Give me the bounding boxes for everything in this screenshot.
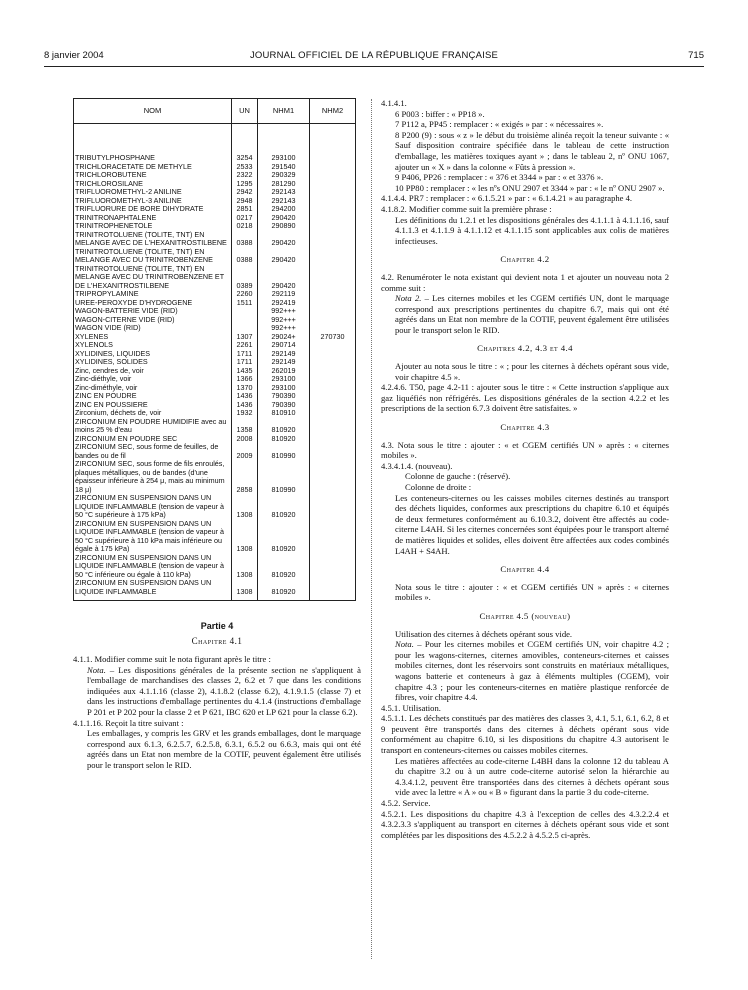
- cell-nom: WAGON VIDE (RID): [74, 324, 232, 333]
- cell-nom: TRIPROPYLAMINE: [74, 290, 232, 299]
- para-4-2: 4.2. Renuméroter le nota existant qui devient nota 1 et ajouter un nouveau nota 2 comme suit :: [381, 271, 669, 293]
- cell-un: 1295: [232, 180, 258, 189]
- page-header: [44, 50, 704, 64]
- cell-nhm1: 292143: [258, 197, 310, 206]
- cell-un: 1436: [232, 401, 258, 410]
- table-row: [74, 520, 356, 554]
- cell-nom: TRINITRONAPHTALENE: [74, 214, 232, 223]
- chapter-4-3-title: Chapitre 4.3: [500, 422, 550, 433]
- left-column-note: Colonne de gauche : (réservé).: [405, 471, 511, 482]
- cell-un: 2322: [232, 171, 258, 180]
- para-nota-addition: Ajouter au nota sous le titre : « ; pour les citernes à déchets opérant sous vide, voir chapitre 4.5 ».: [395, 361, 669, 382]
- para-4-5-nota: [381, 639, 669, 703]
- cell-un: [232, 307, 258, 316]
- cell-un: 1435: [232, 367, 258, 376]
- cell-un: 2260: [232, 290, 258, 299]
- para-4-2-4-6: 4.2.4.6. T50, page 4.2-11 : ajouter sous le titre : « Cette instruction s'applique aux gaz liquéfiés non réfrigérés. Les dispositions générales de la section 4.2.2 et les prescriptions de la section 6.7.3 doivent être satisfaites. »: [381, 382, 669, 414]
- chapter-4-1-title: Chapitre 4.1: [191, 636, 243, 646]
- cell-nom: XYLENOLS: [74, 341, 232, 350]
- cell-nom: Zinc, cendres de, voir: [74, 367, 232, 376]
- para-4-3-4-1-4: 4.3.4.1.4. (nouveau).: [381, 460, 453, 471]
- column-separator: [371, 99, 372, 959]
- cell-un: 0388: [232, 248, 258, 265]
- cell-nhm2: [310, 290, 356, 299]
- cell-un: 2948: [232, 197, 258, 206]
- cell-nom: XYLIDINES, SOLIDES: [74, 358, 232, 367]
- cell-nom: TRICHLORACETATE DE METHYLE: [74, 163, 232, 172]
- nota-text: – Les dispositions générales de la présente section ne s'appliquent à l'emballage de marchandises des classes 2, 6.2 et 7 que dans les conditions indiquées aux 4.1.1.16 (classe 2), 4.1.8.2 (classe 6.2), 4.1.9.1.5 (classe 7) et dans les instructions d'emballage pertinentes du 4.1.4 (instructions d'emballage P 201 et P 202 pour la classe 2 et P 621, IBC 620 et LP 621 pour la classe 6.2).: [87, 664, 361, 717]
- cell-un: 1511: [232, 299, 258, 308]
- cell-nhm1: 262019: [258, 367, 310, 376]
- cell-nhm2: [310, 341, 356, 350]
- col-header-un: UN: [232, 99, 258, 124]
- cell-un: 0217: [232, 214, 258, 223]
- cell-un: 0389: [232, 265, 258, 291]
- table-row: [74, 265, 356, 291]
- part-title: Partie 4: [200, 621, 234, 631]
- item-7: 7 P112 a, PP45 : remplacer : « exigés » par : « nécessaires ».: [395, 119, 604, 130]
- cell-nhm1: 292149: [258, 350, 310, 359]
- cell-nom: UREE-PEROXYDE D'HYDROGENE: [74, 299, 232, 308]
- cell-nhm1: 281290: [258, 180, 310, 189]
- cell-nhm2: [310, 188, 356, 197]
- cell-nhm2: [310, 435, 356, 444]
- cell-un: [232, 316, 258, 325]
- para-4-1-1-16: 4.1.1.16. Reçoit la titre suivant :: [73, 717, 184, 728]
- cell-nhm2: [310, 231, 356, 248]
- cell-un: 1711: [232, 358, 258, 367]
- para-4-1-8-2-text: Les définitions du 1.2.1 et les dispositions générales des 4.1.1.1 à 4.1.1.16, sauf 4.1.1.3 et 4.1.1.9 à 4.1.1.12 et 4.1.1.15 sont applicables aux colis de matières infectieuses.: [395, 214, 669, 246]
- cell-nhm2: [310, 180, 356, 189]
- cell-nhm2: [310, 265, 356, 291]
- cell-un: 1358: [232, 418, 258, 435]
- table-row: [74, 418, 356, 435]
- cell-nhm1: 810920: [258, 554, 310, 580]
- cell-nhm2: [310, 248, 356, 265]
- chapter-4-5-title: Chapitre 4.5 (nouveau): [479, 610, 571, 621]
- cell-nom: TRINITROPHENETOLE: [74, 222, 232, 231]
- para-conteneurs-citernes: Les conteneurs-citernes ou les caisses mobiles citernes destinés au transport des déchets liquides, conformes aux prescriptions du chapitre 6.10 et équipés de deux fermetures conformément au 6.10.3.2, doivent être affectés au code-citerne L4AH. Si les citernes concernées sont équipées pour le transport alterné de matières liquides et solides, elles doivent être affectées aux codes combinés L4AH + S4AH.: [395, 492, 669, 556]
- table-row: [74, 494, 356, 520]
- item-10: 10 PP80 : remplacer : « les nºs ONU 2907 et 3344 » par : « le nº ONU 2907 ».: [395, 182, 665, 193]
- cell-nhm2: [310, 350, 356, 359]
- cell-nhm1: 992+++: [258, 316, 310, 325]
- left-column: [73, 98, 361, 771]
- cell-un: 1308: [232, 554, 258, 580]
- cell-nom: WAGON-CITERNE VIDE (RID): [74, 316, 232, 325]
- col-header-nhm1: NHM1: [258, 99, 310, 124]
- para-4-1-4-4: 4.1.4.4. PR7 : remplacer : « 6.1.5.21 » par : « 6.1.4.21 » au paragraphe 4.: [381, 193, 633, 204]
- cell-nom: TRIFLUOROMETHYL-3 ANILINE: [74, 197, 232, 206]
- cell-nom: Zinc-diéthyle, voir: [74, 375, 232, 384]
- cell-nom: TRIFLUOROMETHYL-2 ANILINE: [74, 188, 232, 197]
- cell-nhm1: 290890: [258, 222, 310, 231]
- cell-nom: ZIRCONIUM EN SUSPENSION DANS UN LIQUIDE INFLAMMABLE (tension de vapeur à 50 °C supérieure à 175 kPa): [74, 494, 232, 520]
- cell-nom: ZINC EN POUSSIERE: [74, 401, 232, 410]
- para-4-5-intro: Utilisation des citernes à déchets opérant sous vide.: [395, 628, 573, 639]
- cell-un: 2851: [232, 205, 258, 214]
- cell-nhm1: 290420: [258, 248, 310, 265]
- cell-nom: Zirconium, déchets de, voir: [74, 409, 232, 418]
- cell-nhm1: 291540: [258, 163, 310, 172]
- table-header-row: [74, 99, 356, 124]
- right-column-note: Colonne de droite :: [405, 482, 472, 492]
- cell-un: 3254: [232, 154, 258, 163]
- para-4-5-1-1: 4.5.1.1. Les déchets constitués par des matières des classes 3, 4.1, 5.1, 6.1, 6.2, 8 et 9 peuvent être transportés dans des citernes à déchets opérant sous vide conformément au chapitre 6.10, si les dispositions du chapitre 4.3 autorisent le transport en conteneurs-citernes ou caisses mobiles citernes.: [381, 713, 669, 756]
- item-9: 9 P406, PP26 : remplacer : « 376 et 3344 » par : « et 3376 ».: [395, 172, 604, 183]
- cell-nhm1: 810910: [258, 409, 310, 418]
- cell-nhm2: [310, 367, 356, 376]
- para-4-5-1: 4.5.1. Utilisation.: [381, 702, 441, 713]
- cell-nom: XYLENES: [74, 333, 232, 342]
- cell-nhm1: 290420: [258, 214, 310, 223]
- cell-un: 1308: [232, 494, 258, 520]
- cell-nhm1: 294200: [258, 205, 310, 214]
- cell-un: 2009: [232, 443, 258, 460]
- nota-4-5-label: Nota.: [395, 639, 414, 650]
- cell-nhm2: [310, 418, 356, 435]
- chapter-4-2-title: Chapitre 4.2: [500, 254, 550, 265]
- cell-nhm1: 810920: [258, 494, 310, 520]
- cell-nhm1: 290420: [258, 231, 310, 248]
- col-header-nhm2: NHM2: [310, 99, 356, 124]
- cell-nom: TRIBUTYLPHOSPHANE: [74, 154, 232, 163]
- cell-nom: ZIRCONIUM EN SUSPENSION DANS UN LIQUIDE INFLAMMABLE (tension de vapeur à 50 °C inférieure ou égale à 110 kPa): [74, 554, 232, 580]
- cell-nhm2: [310, 171, 356, 180]
- cell-un: 1308: [232, 520, 258, 554]
- cell-nhm2: [310, 494, 356, 520]
- cell-un: 2533: [232, 163, 258, 172]
- cell-nom: TRINITROTOLUENE (TOLITE, TNT) EN MELANGE AVEC DU TRINITROBENZENE: [74, 248, 232, 265]
- cell-un: 1436: [232, 392, 258, 401]
- cell-nom: ZIRCONIUM EN POUDRE HUMIDIFIE avec au moins 25 % d'eau: [74, 418, 232, 435]
- para-4-5-2: 4.5.2. Service.: [381, 798, 431, 809]
- cell-un: 0388: [232, 231, 258, 248]
- cell-nhm2: [310, 375, 356, 384]
- header-page-number: 715: [688, 50, 704, 61]
- para-4-5-1-1-b: Les matières affectées au code-citerne L4BH dans la colonne 12 du tableau A du chapitre 3.2 ou à un autre code-citerne autorisé selon la hiérarchie au 4.3.4.1.2, peuvent être transportées dans des citernes à déchets opérant sous vide avec la lettre « A » ou « B » figurant dans la partie 3 du code-citerne.: [395, 755, 669, 798]
- header-journal-title: JOURNAL OFFICIEL DE LA RÉPUBLIQUE FRANÇAISE: [249, 50, 499, 61]
- cell-un: 1307: [232, 333, 258, 342]
- item-6: 6 P003 : biffer : « PP18 ».: [395, 108, 485, 119]
- cell-nhm2: [310, 554, 356, 580]
- table-row: [74, 579, 356, 601]
- chapter-4-4-title: Chapitre 4.4: [500, 564, 550, 575]
- para-4-5-2-1: 4.5.2.1. Les dispositions du chapitre 4.3 à l'exception de celles des 4.3.2.2.4 et 4.3.2.3.3 s'appliquent au transport en citernes à déchets opérant sous vide et sont complétées par les dispositions des 4.5.2.2 à 4.5.2.5 ci-après.: [381, 808, 669, 840]
- cell-nom: TRIFLUORURE DE BORE DIHYDRATE: [74, 205, 232, 214]
- cell-nhm2: [310, 520, 356, 554]
- cell-nhm2: [310, 392, 356, 401]
- cell-nhm2: [310, 579, 356, 601]
- item-8: 8 P200 (9) : sous « z » le début du troisième alinéa reçoit la teneur suivante : « Sauf disposition contraire spécifiée dans le tableau de cette instruction d'emballage, les matières toxiques ayant » ; dans le tableau 2, nº ONU 1067, ajouter un « X » dans la colonne « Fûts à pression ».: [395, 129, 669, 172]
- cell-un: 1366: [232, 375, 258, 384]
- cell-un: 1370: [232, 384, 258, 393]
- cell-nhm1: 292119: [258, 290, 310, 299]
- cell-nom: TRICHLOROSILANE: [74, 180, 232, 189]
- cell-nhm2: [310, 205, 356, 214]
- cell-nhm1: 810920: [258, 579, 310, 601]
- cell-nom: WAGON-BATTERIE VIDE (RID): [74, 307, 232, 316]
- table-row: [74, 554, 356, 580]
- table-row: [74, 460, 356, 494]
- chapters-4-2-4-3-4-4-title: Chapitres 4.2, 4.3 et 4.4: [477, 343, 573, 354]
- cell-nhm2: [310, 299, 356, 308]
- col-header-nom: NOM: [74, 99, 232, 124]
- cell-nhm2: [310, 307, 356, 316]
- cell-nhm2: [310, 409, 356, 418]
- cell-nhm2: [310, 214, 356, 223]
- cell-nhm2: [310, 384, 356, 393]
- cell-nhm1: 290329: [258, 171, 310, 180]
- table-row: [74, 333, 356, 342]
- cell-nom: ZIRCONIUM SEC, sous forme de fils enroulés, plaques métalliques, ou de bandes (d'une épaisseur inférieure à 254 μ, mais au minimum 18 μ): [74, 460, 232, 494]
- cell-un: 1711: [232, 350, 258, 359]
- cell-un: 1932: [232, 409, 258, 418]
- table-body: [74, 124, 356, 601]
- cell-nhm2: 270730: [310, 333, 356, 342]
- table-row: [74, 231, 356, 248]
- nota-4-5-text: – Pour les citernes mobiles et CGEM certifiés UN, voir chapitre 4.2 ; pour les wagons-citernes, citernes amovibles, conteneurs-citernes et caisses mobiles citernes, dont les réservoirs sont construits en matériaux métalliques, wagons batterie et conteneurs à gaz à éléments multiples (CGEM), voir chapitre 4.3 ; pour les conteneurs-citernes en matière plastique renforcée de fibres, voir chapitre 4.4.: [395, 639, 669, 703]
- cell-un: 2858: [232, 460, 258, 494]
- para-4-4-nota: Nota sous le titre : ajouter : « et CGEM certifiés UN » après : « citernes mobiles ».: [395, 581, 669, 603]
- header-rule: [44, 66, 704, 67]
- para-4-3: 4.3. Nota sous le titre : ajouter : « et CGEM certifiés UN » après : « citernes mobiles ».: [381, 439, 669, 461]
- cell-nhm1: 992+++: [258, 307, 310, 316]
- nota-label: Nota.: [87, 664, 106, 675]
- cell-nhm2: [310, 316, 356, 325]
- cell-nhm1: 292419: [258, 299, 310, 308]
- cell-nhm1: 790390: [258, 392, 310, 401]
- cell-nhm1: 810990: [258, 460, 310, 494]
- cell-nom: ZIRCONIUM EN SUSPENSION DANS UN LIQUIDE INFLAMMABLE (tension de vapeur à 50 °C supérieure à 110 kPa mais inférieure ou égale à 175 kPa): [74, 520, 232, 554]
- cell-nhm1: 290420: [258, 265, 310, 291]
- cell-nhm2: [310, 163, 356, 172]
- cell-nhm2: [310, 460, 356, 494]
- cell-nhm2: [310, 401, 356, 410]
- table-row: [74, 248, 356, 265]
- cell-nhm1: 29024+: [258, 333, 310, 342]
- cell-nom: TRINITROTOLUENE (TOLITE, TNT) EN MELANGE AVEC DE L'HEXANITROSTILBENE: [74, 231, 232, 248]
- cell-nhm1: 810990: [258, 443, 310, 460]
- cell-un: 0218: [232, 222, 258, 231]
- cell-nom: ZIRCONIUM EN POUDRE SEC: [74, 435, 232, 444]
- para-4-1-1-16-text: Les emballages, y compris les GRV et les grands emballages, dont le marquage correspond aux 6.1.3, 6.2.5.7, 6.2.5.8, 6.3.1, 6.5.2 ou 6.6.3, mais qui ont été agréés dans un Etat non membre de la COTIF, peuvent également être utilisés pour le transport selon le RID.: [87, 728, 361, 770]
- cell-nhm2: [310, 154, 356, 163]
- cell-nhm2: [310, 222, 356, 231]
- cell-un: 1308: [232, 579, 258, 601]
- cell-nhm1: 292149: [258, 358, 310, 367]
- cell-nhm1: 810920: [258, 418, 310, 435]
- cell-nom: ZIRCONIUM EN SUSPENSION DANS UN LIQUIDE INFLAMMABLE: [74, 579, 232, 601]
- cell-nhm1: 293100: [258, 154, 310, 163]
- table-row: [74, 443, 356, 460]
- table-spacer-row: [74, 124, 356, 155]
- nota-2-text: – Les citernes mobiles et les CGEM certifiés UN, dont le marquage correspond aux prescriptions pertinentes du chapitre 6.7, mais qui ont été agréés dans un Etat non membre de la COTIF, peuvent également être utilisées pour le transport selon le RID.: [395, 293, 670, 335]
- cell-nhm1: 293100: [258, 375, 310, 384]
- cell-nhm1: 810920: [258, 435, 310, 444]
- cell-nom: ZINC EN POUDRE: [74, 392, 232, 401]
- cell-un: 2261: [232, 341, 258, 350]
- cell-nom: TRINITROTOLUENE (TOLITE, TNT) EN MELANGE AVEC DU TRINITROBENZENE ET DE L'HEXANITROSTILBENE: [74, 265, 232, 291]
- nota-2-label: Nota 2.: [395, 293, 422, 304]
- para-nota-4-1-1: [73, 665, 361, 718]
- right-text: [381, 98, 669, 840]
- right-column: [381, 98, 669, 840]
- cell-nom: Zinc-diméthyle, voir: [74, 384, 232, 393]
- cell-nhm1: 790390: [258, 401, 310, 410]
- cell-nom: TRICHLOROBUTENE: [74, 171, 232, 180]
- substance-table: [73, 98, 356, 601]
- header-date: 8 janvier 2004: [44, 50, 104, 61]
- cell-nhm1: 292143: [258, 188, 310, 197]
- left-text: [73, 654, 361, 771]
- cell-nhm2: [310, 358, 356, 367]
- cell-nhm2: [310, 197, 356, 206]
- cell-nhm1: 810920: [258, 520, 310, 554]
- para-4-1-4-1: 4.1.4.1.: [381, 98, 407, 108]
- cell-un: 2008: [232, 435, 258, 444]
- cell-nhm1: 290714: [258, 341, 310, 350]
- cell-nom: ZIRCONIUM SEC, sous forme de feuilles, de bandes ou de fil: [74, 443, 232, 460]
- para-4-1-8-2: 4.1.8.2. Modifier comme suit la première phrase :: [381, 203, 552, 214]
- para-4-1-1: 4.1.1. Modifier comme suit le nota figurant après le titre :: [73, 654, 271, 664]
- cell-nhm1: 293100: [258, 384, 310, 393]
- para-nota-2: [381, 293, 669, 335]
- cell-nom: XYLIDINES, LIQUIDES: [74, 350, 232, 359]
- cell-nhm2: [310, 443, 356, 460]
- table-row: [74, 324, 356, 333]
- cell-un: 2942: [232, 188, 258, 197]
- cell-nhm1: 992+++: [258, 324, 310, 333]
